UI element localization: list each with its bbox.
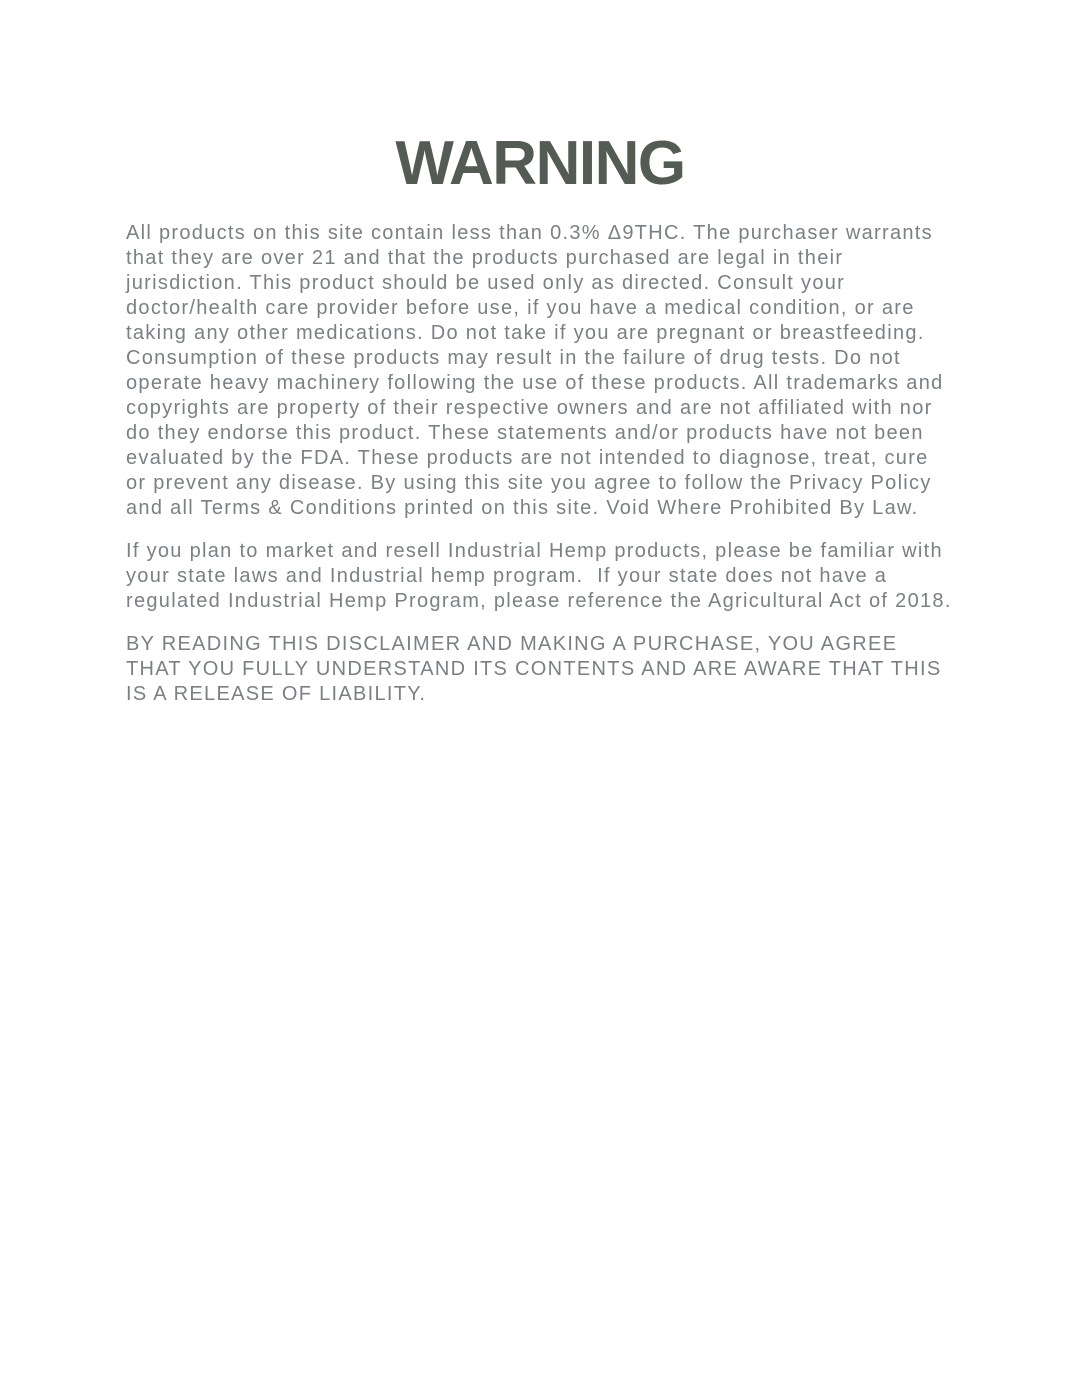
disclaimer-paragraph-general: All products on this site contain less than 0.3% Δ9THC. The purchaser warrants that they are over 21 and that the products purchased are legal in their jurisdiction. This product should be used only as directed. Consult your doctor/health care provider before use, if you have a medical condition, or are taking any other medications. Do not take if you are pregnant or breastfeeding. Consumption of these products may result in the failure of drug tests. Do not operate heavy machinery following the use of these products. All trademarks and copyrights are property of their respective owners and are not affiliated with nor do they endorse this product. These statements and/or products have not been evaluated by the FDA. These products are not intended to diagnose, treat, cure or prevent any disease. By using this site you agree to follow the Privacy Policy and all Terms & Conditions printed on this site. Void Where Prohibited By Law. bbox=[126, 222, 951, 519]
page-title: WARNING bbox=[395, 129, 685, 198]
warning-disclaimer-page bbox=[126, 0, 954, 707]
disclaimer-text-block bbox=[126, 221, 954, 707]
disclaimer-paragraph-resell: If you plan to market and resell Industrial Hemp products, please be familiar with your state laws and Industrial hemp program. If your state does not have a regulated Industrial Hemp Program, please reference the Agricultural Act of 2018. bbox=[126, 540, 952, 612]
disclaimer-paragraph-liability-release: BY READING THIS DISCLAIMER AND MAKING A PURCHASE, YOU AGREE THAT YOU FULLY UNDERSTAND ITS CONTENTS AND ARE AWARE THAT THIS IS A RELEASE OF LIABILITY. bbox=[126, 633, 949, 705]
